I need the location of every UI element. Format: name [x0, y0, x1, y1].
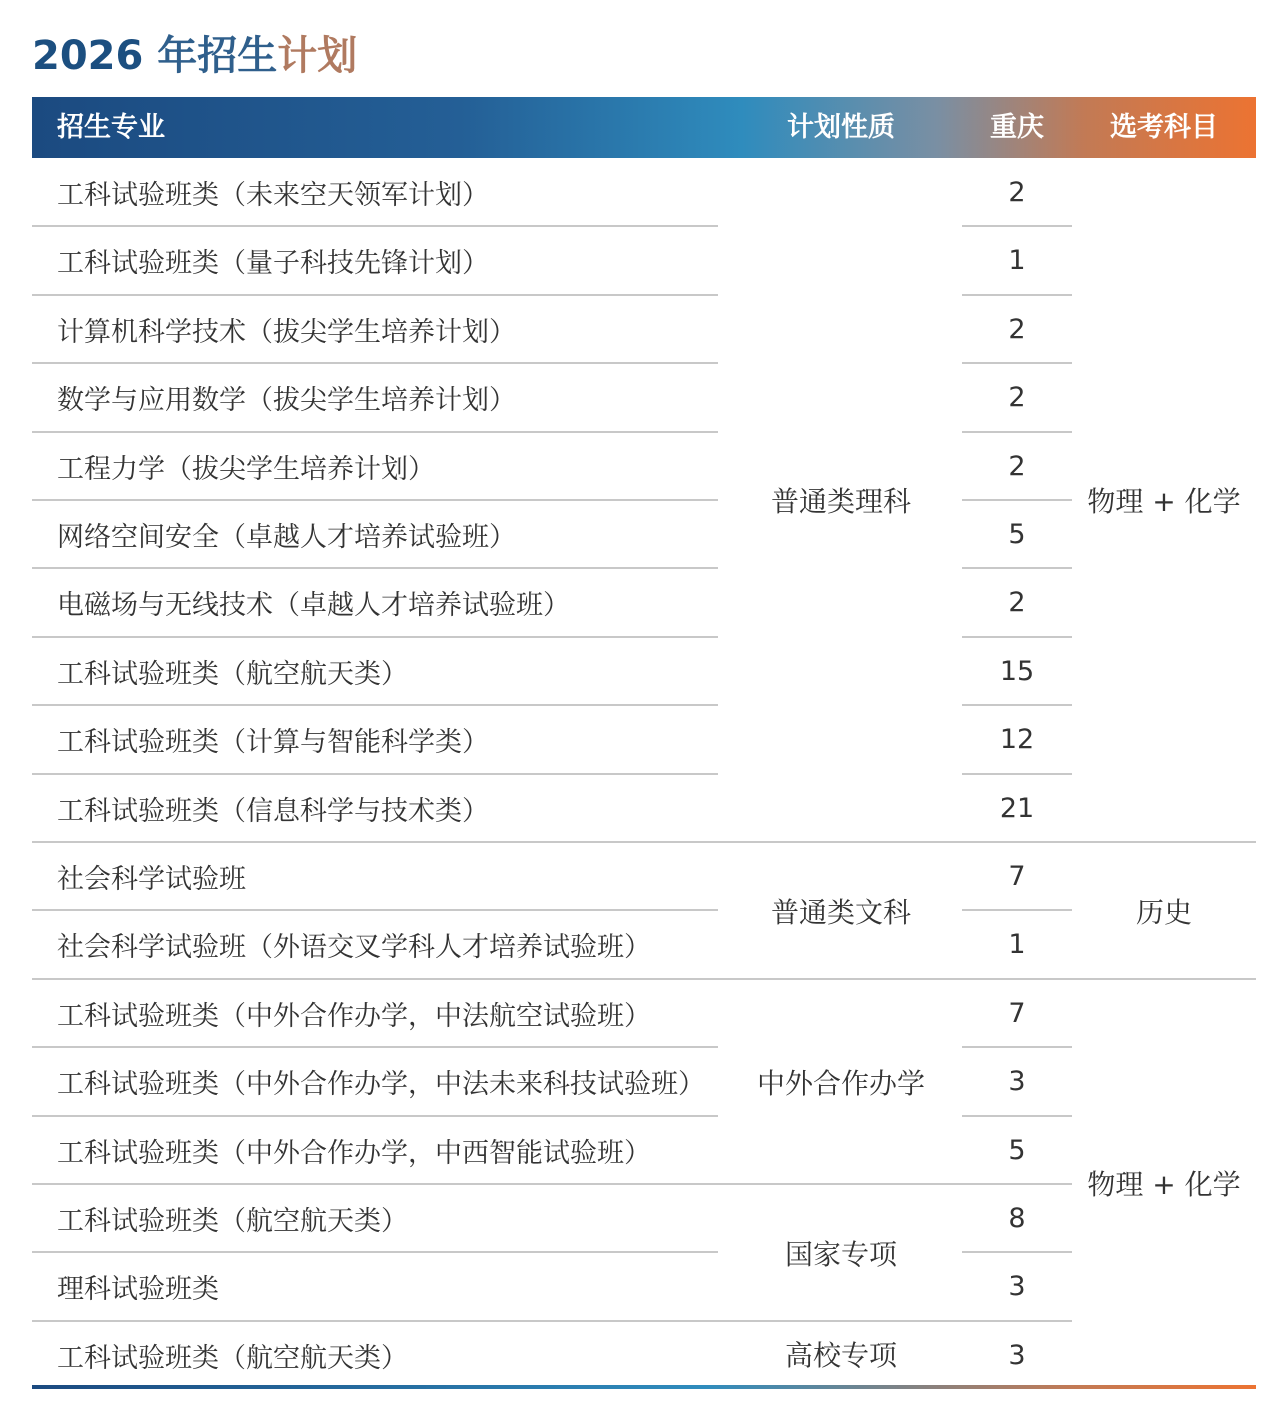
major-name: 工科试验班类（信息科学与技术类）	[57, 795, 489, 827]
chongqing-count: 3	[1008, 1065, 1026, 1097]
chongqing-count: 2	[1008, 313, 1026, 345]
title-accent: 计划	[277, 33, 358, 79]
chongqing-count: 3	[1008, 1339, 1026, 1371]
major-name: 工科试验班类（中外合作办学，中法未来科技试验班）	[57, 1068, 705, 1100]
chongqing-count: 21	[999, 792, 1035, 824]
major-name: 社会科学试验班（外语交叉学科人才培养试验班）	[57, 931, 651, 963]
title-main: 年招生	[157, 33, 278, 79]
subject-group-history: 历史	[1135, 895, 1192, 929]
title-year: 2026	[32, 33, 144, 79]
nature-group-arts: 普通类文科	[770, 895, 911, 929]
chongqing-count: 5	[1008, 518, 1026, 550]
header-plan-nature: 计划性质	[787, 112, 895, 143]
major-name: 社会科学试验班	[57, 863, 246, 895]
major-name: 工科试验班类（航空航天类）	[57, 658, 408, 690]
chongqing-count: 5	[1008, 1134, 1026, 1166]
page-title	[32, 24, 357, 88]
major-name: 数学与应用数学（拔尖学生培养计划）	[57, 384, 516, 416]
major-name: 工科试验班类（量子科技先锋计划）	[57, 247, 489, 279]
major-name: 工科试验班类（中外合作办学，中法航空试验班）	[57, 1000, 651, 1032]
nature-group-university-special: 高校专项	[784, 1338, 897, 1372]
chongqing-count: 15	[999, 655, 1035, 687]
major-name: 电磁场与无线技术（卓越人才培养试验班）	[57, 589, 570, 621]
chongqing-count: 1	[1008, 244, 1026, 276]
chongqing-count: 3	[1008, 1270, 1026, 1302]
subject-group-physics-chemistry-2: 物理 + 化学	[1087, 1167, 1241, 1201]
chongqing-count: 12	[999, 723, 1035, 755]
major-name: 工科试验班类（航空航天类）	[57, 1342, 408, 1374]
major-name: 工程力学（拔尖学生培养计划）	[57, 453, 435, 485]
chongqing-count: 8	[1008, 1202, 1026, 1234]
nature-group-science: 普通类理科	[770, 485, 911, 518]
major-name: 工科试验班类（中外合作办学，中西智能试验班）	[57, 1137, 651, 1169]
chongqing-count: 7	[1008, 860, 1026, 892]
header-major: 招生专业	[57, 112, 165, 143]
major-name: 工科试验班类（未来空天领军计划）	[57, 179, 489, 211]
subject-group-physics-chemistry: 物理 + 化学	[1087, 485, 1241, 518]
chongqing-count: 2	[1008, 176, 1026, 208]
header-subjects: 选考科目	[1110, 112, 1218, 143]
header-chongqing: 重庆	[990, 112, 1044, 143]
major-name: 工科试验班类（航空航天类）	[57, 1205, 408, 1237]
chongqing-count: 2	[1008, 450, 1026, 482]
chongqing-count: 1	[1008, 928, 1026, 960]
major-name: 工科试验班类（计算与智能科学类）	[57, 726, 489, 758]
major-name: 计算机科学技术（拔尖学生培养计划）	[57, 316, 516, 348]
major-name: 理科试验班类	[57, 1273, 219, 1305]
row-divider	[718, 1183, 962, 1185]
chongqing-count: 7	[1008, 997, 1026, 1029]
table-header	[32, 97, 1256, 158]
chongqing-count: 2	[1008, 381, 1026, 413]
major-name: 网络空间安全（卓越人才培养试验班）	[57, 521, 516, 553]
nature-group-national-special: 国家专项	[784, 1237, 897, 1271]
nature-group-sino-foreign: 中外合作办学	[756, 1066, 925, 1100]
chongqing-count: 2	[1008, 586, 1026, 618]
